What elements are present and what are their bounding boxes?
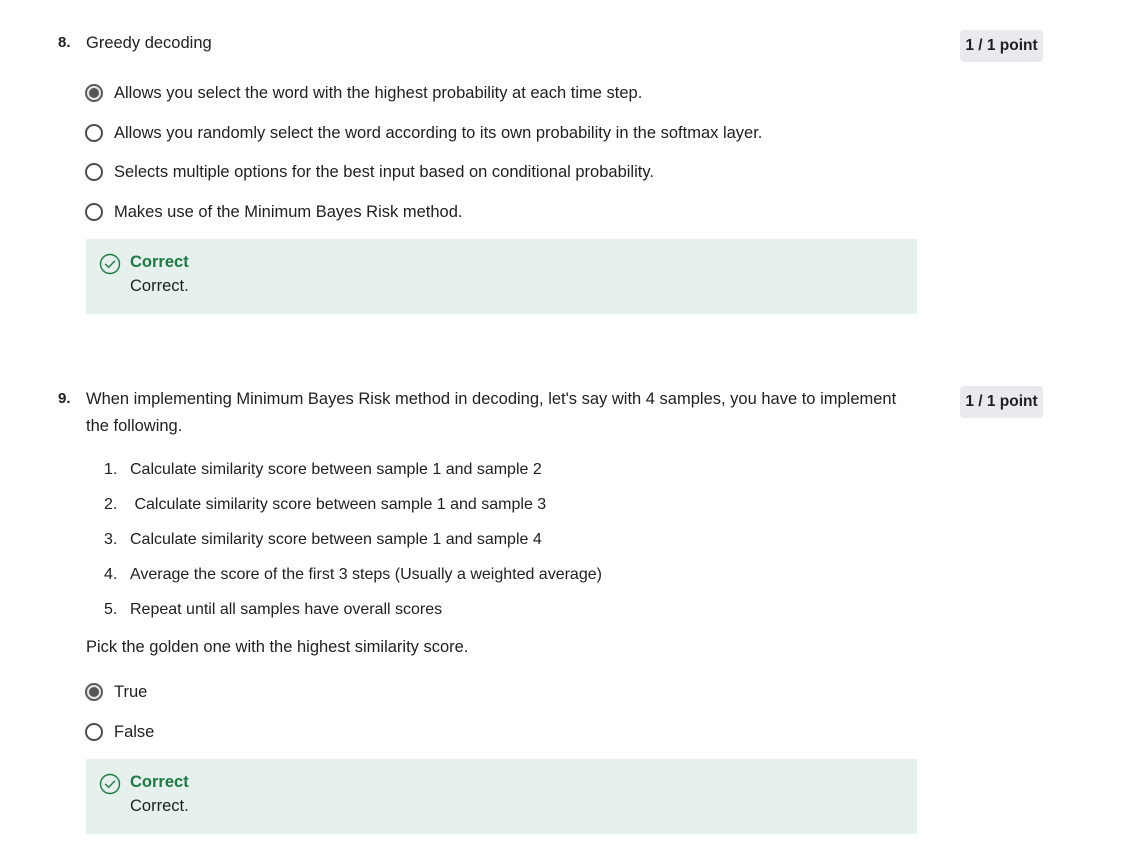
feedback-correct	[86, 759, 917, 834]
radio-selected-icon[interactable]	[85, 84, 103, 102]
step-number: 1.	[104, 461, 118, 478]
step-number: 4.	[104, 566, 118, 583]
step-number: 2.	[104, 496, 118, 513]
feedback-title: Correct	[130, 773, 189, 791]
option-2[interactable]	[85, 121, 762, 145]
list-item	[104, 529, 542, 551]
step-text: Calculate similarity score between sample 1 and sample 2	[130, 461, 542, 478]
feedback-correct	[86, 239, 917, 314]
radio-icon[interactable]	[85, 163, 103, 181]
feedback-text: Correct.	[130, 797, 189, 815]
question-text: Greedy decoding	[86, 34, 212, 52]
step-number: 5.	[104, 601, 118, 618]
option-label: Allows you randomly select the word according to its own probability in the softmax layer.	[114, 123, 763, 142]
option-label: False	[114, 722, 155, 741]
question-text-line: When implementing Minimum Bayes Risk method in decoding, let's say with 4 samples, you have to implement	[86, 390, 897, 408]
option-label: Allows you select the word with the highest probability at each time step.	[114, 83, 643, 102]
question-number: 9.	[58, 390, 71, 407]
question-text	[86, 386, 896, 440]
question-text-line: the following.	[86, 417, 183, 435]
list-item	[104, 494, 546, 516]
radio-icon[interactable]	[85, 203, 103, 221]
radio-icon[interactable]	[85, 124, 103, 142]
list-item	[104, 599, 442, 621]
list-item	[104, 459, 542, 481]
list-item	[104, 564, 602, 586]
question-number: 8.	[58, 34, 71, 51]
radio-icon[interactable]	[85, 723, 103, 741]
option-false[interactable]	[85, 720, 154, 744]
check-circle-icon	[99, 253, 121, 275]
step-text: Calculate similarity score between sample 1 and sample 4	[130, 531, 542, 548]
feedback-text: Correct.	[130, 277, 189, 295]
option-label: Makes use of the Minimum Bayes Risk method.	[114, 202, 463, 221]
step-number: 3.	[104, 531, 118, 548]
option-label: Selects multiple options for the best input based on conditional probability.	[114, 162, 654, 181]
option-label: True	[114, 682, 148, 701]
check-circle-icon	[99, 773, 121, 795]
option-true[interactable]	[85, 680, 147, 704]
feedback-title: Correct	[130, 253, 189, 271]
points-badge: 1 / 1 point	[960, 386, 1043, 418]
points-badge: 1 / 1 point	[960, 30, 1043, 62]
radio-selected-icon[interactable]	[85, 683, 103, 701]
step-text: Repeat until all samples have overall scores	[130, 601, 443, 618]
step-text: Calculate similarity score between sample 1 and sample 3	[130, 496, 547, 513]
option-1[interactable]	[85, 81, 642, 105]
question-tail-text: Pick the golden one with the highest similarity score.	[86, 638, 469, 656]
step-text: Average the score of the first 3 steps (Usually a weighted average)	[130, 566, 602, 583]
option-4[interactable]	[85, 200, 462, 224]
option-3[interactable]	[85, 160, 654, 184]
